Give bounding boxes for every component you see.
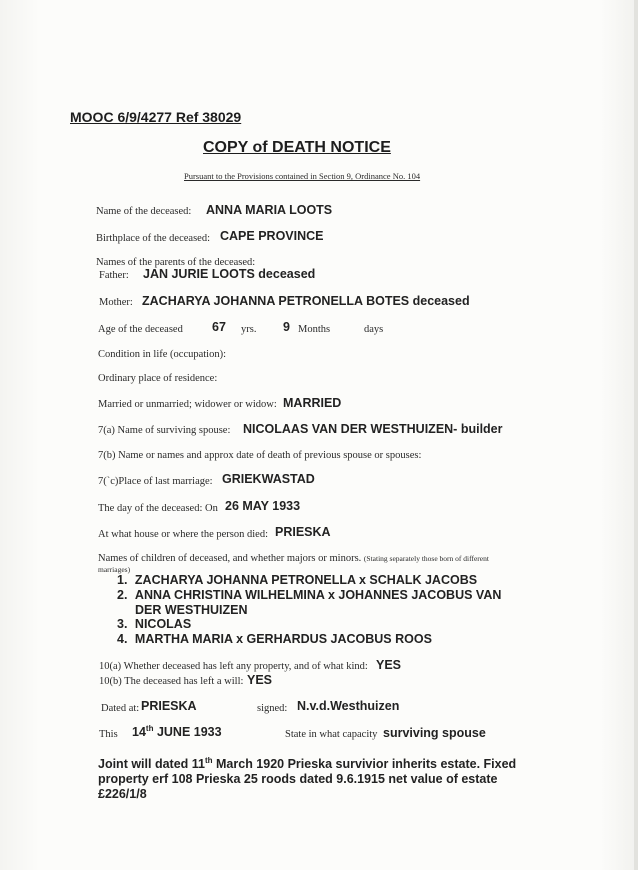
name-label: Name of the deceased: [96,206,192,217]
capacity-value: surviving spouse [383,726,486,740]
death-day-label: The day of the deceased: On [98,503,218,514]
father-label: Father: [99,270,129,281]
spouse-label: 7(a) Name of surviving spouse: [98,425,231,436]
birthplace-label: Birthplace of the deceased: [96,233,210,244]
signing-month-year: JUNE 1933 [156,725,222,740]
condition-label: Condition in life (occupation): [98,349,227,360]
estate-note-suffix: th [204,756,213,765]
married-label: Married or unmarried; widower or widow: [98,399,277,410]
children-label-text: Names of children of deceased, and whether majors or minors. [98,553,362,564]
child-name: NICOLAS [134,617,192,631]
list-item [117,573,477,587]
age-months-value: 9 [283,320,290,334]
signing-date [132,724,222,739]
child-number: 3. [117,617,128,631]
previous-spouse-label: 7(b) Name or names and approx date of death of previous spouse or spouses: [98,450,422,461]
will-label: 10(b) The deceased has left a will: [99,676,244,687]
estate-note-line-1 [98,753,538,772]
mother-label: Mother: [99,297,133,308]
child-name: DER WESTHUIZEN [135,603,248,617]
last-marriage-label: 7(`c)Place of last marriage: [98,476,213,487]
pursuant-line: Pursuant to the Provisions contained in Section 9, Ordinance No. 104 [184,171,421,181]
death-day-value: 26 MAY 1933 [225,499,301,513]
dated-at-value: PRIESKA [141,699,197,713]
parents-label: Names of the parents of the deceased: [96,257,256,268]
mother-value: ZACHARYA JOHANNA PETRONELLA BOTES deceased [142,294,470,308]
list-item [117,617,191,631]
last-marriage-value: GRIEKWASTAD [222,472,315,486]
estate-note-text: March 1920 Prieska survivior inherits estate. Fixed [212,757,517,772]
child-number: 1. [117,573,128,587]
spouse-value: NICOLAAS VAN DER WESTHUIZEN- builder [243,422,503,436]
child-number: 2. [117,588,128,602]
list-item [117,588,501,602]
signing-day: 14 [132,725,146,740]
name-value: ANNA MARIA LOOTS [206,203,333,217]
this-label: This [99,729,118,740]
child-number: 4. [117,632,128,646]
estate-note [98,753,538,802]
children-note-continued: marriages) [98,565,131,574]
estate-note-text: Joint will dated 11 [98,757,205,772]
death-place-label: At what house or where the person died: [98,529,268,540]
property-value: YES [376,658,402,672]
signed-value: N.v.d.Westhuizen [297,699,400,713]
children-note: (Stating separately those born of different [363,554,489,563]
signing-day-suffix: th [145,724,154,733]
capacity-label: State in what capacity [285,729,378,740]
document-title: COPY of DEATH NOTICE [203,139,391,156]
residence-label: Ordinary place of residence: [98,373,218,384]
age-days-unit: days [364,324,384,335]
age-months-unit: Months [298,324,331,335]
estate-note-line-2: property erf 108 Prieska 25 roods dated 9.6.1915 net value of estate [98,772,498,787]
child-name: MARTHA MARIA x GERHARDUS JACOBUS ROOS [134,632,432,646]
property-label: 10(a) Whether deceased has left any property, and of what kind: [99,661,368,672]
age-years-unit: yrs. [241,324,257,335]
children-label [98,553,489,564]
age-label: Age of the deceased [98,324,183,335]
birthplace-value: CAPE PROVINCE [220,229,324,243]
estate-note-line-3: £226/1/8 [98,787,147,802]
married-value: MARRIED [283,396,342,410]
child-name: ANNA CHRISTINA WILHELMINA x JOHANNES JACOBUS VAN [134,588,502,602]
age-years-value: 67 [212,320,226,334]
signed-label: signed: [257,703,288,714]
scan-edge [634,0,638,870]
death-place-value: PRIESKA [275,525,331,539]
will-value: YES [247,673,273,687]
father-value: JAN JURIE LOOTS deceased [143,267,316,281]
dated-at-label: Dated at: [101,703,140,714]
reference-number: MOOC 6/9/4277 Ref 38029 [70,109,242,125]
list-item-continued [135,603,248,617]
child-name: ZACHARYA JOHANNA PETRONELLA x SCHALK JACOBS [134,573,478,587]
list-item [117,632,432,646]
